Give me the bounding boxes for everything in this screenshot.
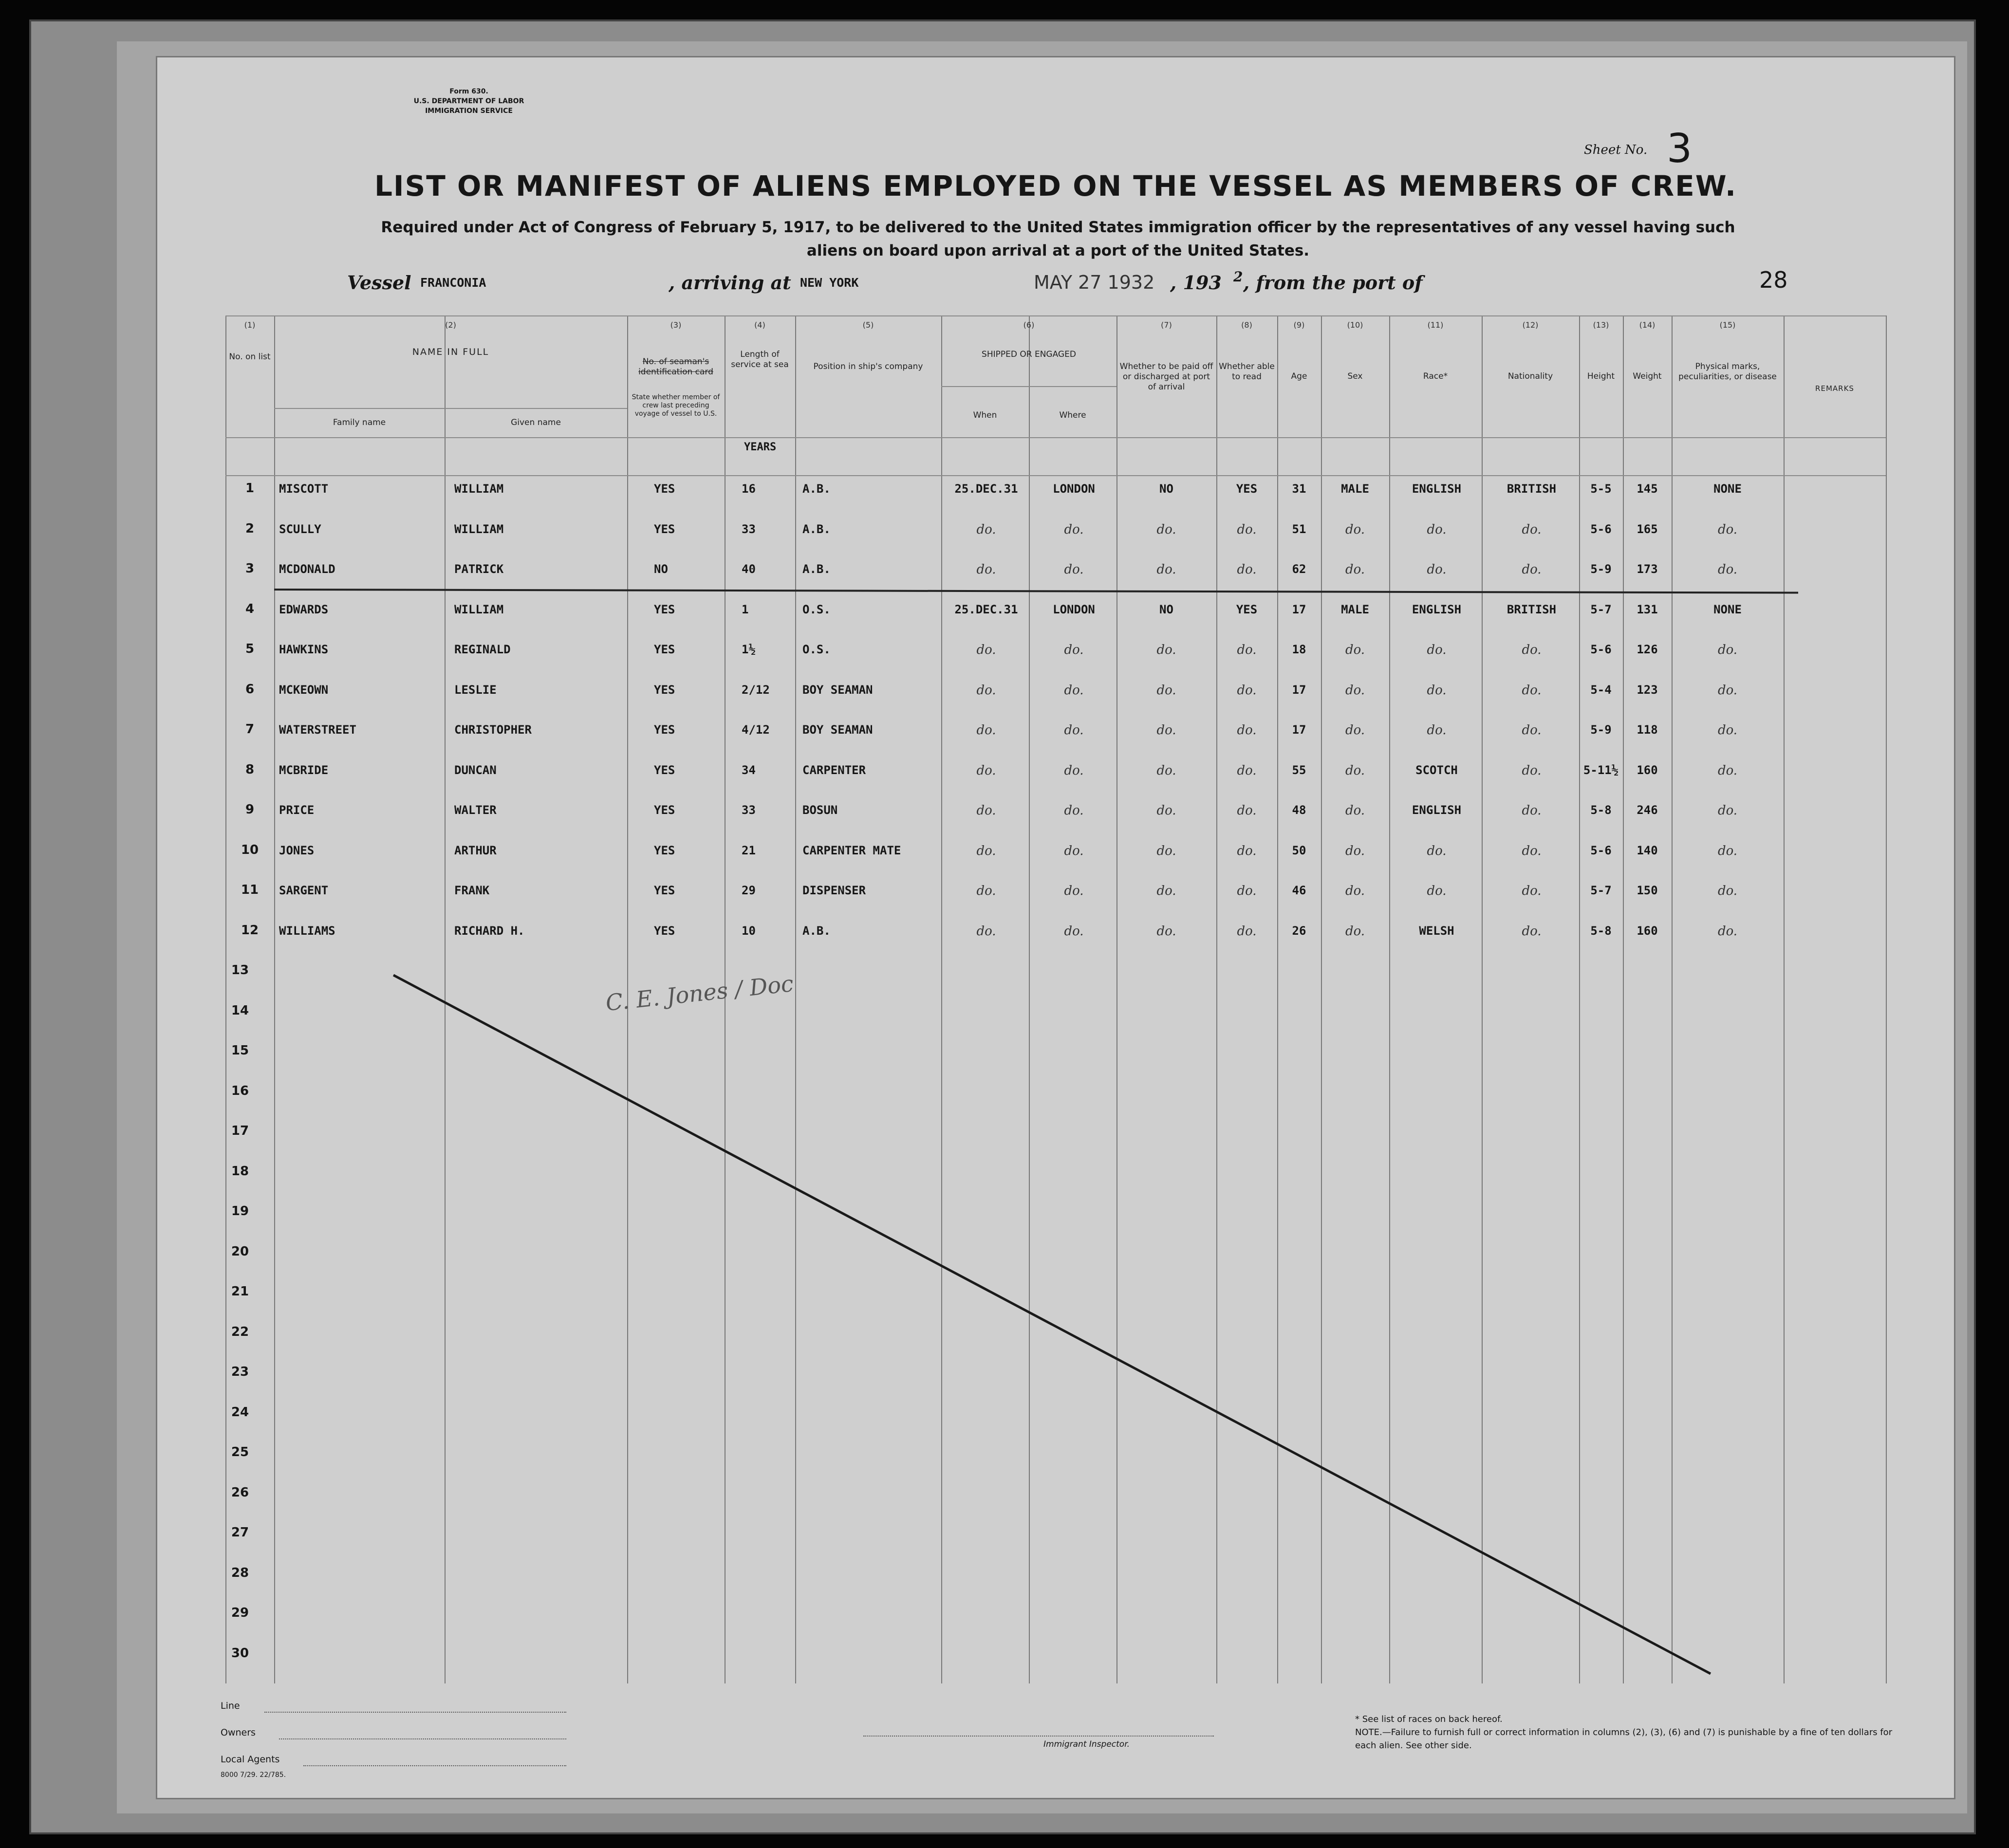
row-number: 1 <box>245 481 255 496</box>
footnote <box>1355 1713 1900 1752</box>
penalty-note: NOTE.—Failure to furnish full or correct information in columns (2), (3), (6) and (7) is punishable by a fine of ten dollars for each alien. See other side. <box>1355 1727 1893 1751</box>
vessel-name: FRANCONIA <box>420 276 486 290</box>
cell-race: ENGLISH <box>1412 602 1462 616</box>
header-where: Where <box>1059 410 1086 420</box>
cell-age: 17 <box>1292 602 1306 616</box>
cell-when: do. <box>976 843 996 858</box>
header-length-service: Length of service at sea <box>731 350 789 370</box>
cell-voyage: YES <box>654 884 675 897</box>
cell-position: BOSUN <box>802 803 838 817</box>
cell-family: WATERSTREET <box>279 723 356 737</box>
cell-height: 5-5 <box>1590 482 1612 496</box>
cell-read: do. <box>1237 843 1257 858</box>
cell-service: 40 <box>742 562 756 576</box>
subtitle-line-2: aliens on board upon arrival at a port of the United States. <box>806 242 1310 259</box>
cell-family: SARGENT <box>279 884 329 897</box>
sheet-number-label: Sheet No. <box>1584 143 1648 157</box>
header-weight: Weight <box>1633 371 1662 381</box>
row-number: 30 <box>231 1645 249 1661</box>
cell-age: 50 <box>1292 843 1306 857</box>
cell-nationality: BRITISH <box>1507 482 1557 496</box>
header-shipped: SHIPPED OR ENGAGED <box>982 350 1076 359</box>
cell-voyage: YES <box>654 924 675 938</box>
cell-nationality: do. <box>1522 643 1542 657</box>
cell-paid: do. <box>1156 763 1176 778</box>
cell-voyage: YES <box>654 763 675 777</box>
cell-nationality: do. <box>1522 562 1542 577</box>
footer-agents-field <box>303 1765 566 1766</box>
cell-position: O.S. <box>802 602 831 616</box>
cell-voyage: YES <box>654 522 675 536</box>
header-sex: Sex <box>1347 371 1363 381</box>
cell-where: do. <box>1064 723 1084 738</box>
cell-age: 55 <box>1292 763 1306 777</box>
cell-nationality: do. <box>1522 522 1542 537</box>
cell-marks: do. <box>1717 924 1738 939</box>
cell-weight: 123 <box>1637 683 1658 697</box>
cell-given: DUNCAN <box>454 763 497 777</box>
header-age: Age <box>1291 371 1307 381</box>
cell-marks: do. <box>1717 763 1738 778</box>
cell-where: do. <box>1064 683 1084 698</box>
cell-weight: 246 <box>1637 803 1658 817</box>
cell-when: 25.DEC.31 <box>954 602 1018 616</box>
cell-where: do. <box>1064 843 1084 858</box>
column-number: (14) <box>1639 320 1656 330</box>
races-note: * See list of races on back hereof. <box>1355 1714 1503 1724</box>
cell-given: REGINALD <box>454 643 511 656</box>
cell-race: do. <box>1427 723 1447 738</box>
cell-when: 25.DEC.31 <box>954 482 1018 496</box>
cell-read: do. <box>1237 562 1257 577</box>
cell-service: 4/12 <box>742 723 770 737</box>
cell-service: 29 <box>742 884 756 897</box>
cell-nationality: do. <box>1522 843 1542 858</box>
cell-age: 46 <box>1292 884 1306 897</box>
cell-position: O.S. <box>802 643 831 656</box>
row-number: 25 <box>231 1445 249 1460</box>
row-number: 19 <box>231 1204 249 1219</box>
cell-weight: 118 <box>1637 723 1658 737</box>
cell-sex: do. <box>1345 843 1365 858</box>
row-number: 3 <box>245 561 255 576</box>
row-number: 14 <box>231 1003 249 1018</box>
cell-read: do. <box>1237 723 1257 738</box>
column-number: (6) <box>1023 320 1035 330</box>
cell-given: WILLIAM <box>454 522 504 536</box>
cell-position: CARPENTER MATE <box>802 843 901 857</box>
print-code: 8000 7/29. 22/785. <box>221 1771 286 1779</box>
cell-when: do. <box>976 562 996 577</box>
header-nationality: Nationality <box>1507 371 1553 381</box>
cell-family: PRICE <box>279 803 315 817</box>
cell-read: do. <box>1237 803 1257 818</box>
inspector-signature-field <box>863 1736 1214 1737</box>
cell-family: MCDONALD <box>279 562 335 576</box>
signature: C. E. Jones / Doc <box>604 970 795 1016</box>
cell-read: do. <box>1237 763 1257 778</box>
page-subtitle <box>303 216 1813 262</box>
cell-age: 48 <box>1292 803 1306 817</box>
cell-read: YES <box>1236 482 1258 496</box>
column-number: (12) <box>1522 320 1539 330</box>
cell-where: LONDON <box>1053 482 1095 496</box>
cell-when: do. <box>976 763 996 778</box>
cell-voyage: YES <box>654 643 675 656</box>
cell-sex: do. <box>1345 723 1365 738</box>
cell-marks: do. <box>1717 522 1738 537</box>
cell-height: 5-7 <box>1590 884 1612 897</box>
cell-family: EDWARDS <box>279 602 329 616</box>
row-number: 21 <box>231 1284 249 1299</box>
date-stamp: MAY 27 1932 <box>1034 272 1155 293</box>
cell-weight: 140 <box>1637 843 1658 857</box>
cell-height: 5-11½ <box>1583 763 1619 777</box>
cell-family: MCBRIDE <box>279 763 329 777</box>
cell-read: do. <box>1237 683 1257 698</box>
cell-weight: 131 <box>1637 602 1658 616</box>
cell-where: do. <box>1064 803 1084 818</box>
cell-when: do. <box>976 723 996 738</box>
column-number: (13) <box>1593 320 1609 330</box>
cell-position: A.B. <box>802 522 831 536</box>
cell-weight: 145 <box>1637 482 1658 496</box>
cell-family: SCULLY <box>279 522 321 536</box>
arriving-label: , arriving at <box>669 272 791 294</box>
header-able-read: Whether able to read <box>1219 362 1275 382</box>
cell-race: do. <box>1427 522 1447 537</box>
row-number: 20 <box>231 1244 249 1259</box>
corner-number: 28 <box>1759 267 1788 293</box>
header-no-on-list: No. on list <box>229 352 271 362</box>
cancellation-line <box>225 315 1886 1683</box>
row-number: 24 <box>231 1404 249 1420</box>
cell-height: 5-9 <box>1590 723 1612 737</box>
years-label: YEARS <box>744 441 777 453</box>
cell-weight: 160 <box>1637 924 1658 938</box>
cell-given: WILLIAM <box>454 482 504 496</box>
cell-service: 16 <box>742 482 756 496</box>
cell-marks: do. <box>1717 643 1738 657</box>
cell-paid: NO <box>1159 482 1173 496</box>
cell-given: LESLIE <box>454 683 497 697</box>
header-seaman-card: No. of seaman's identification card <box>638 357 713 377</box>
cell-race: do. <box>1427 884 1447 898</box>
cell-age: 17 <box>1292 683 1306 697</box>
cell-sex: MALE <box>1341 482 1369 496</box>
vessel-line <box>157 267 1954 306</box>
cell-service: 10 <box>742 924 756 938</box>
cell-sex: do. <box>1345 884 1365 898</box>
header-remarks: REMARKS <box>1815 384 1854 393</box>
cell-age: 17 <box>1292 723 1306 737</box>
cell-family: MCKEOWN <box>279 683 329 697</box>
cell-when: do. <box>976 924 996 939</box>
cell-where: do. <box>1064 884 1084 898</box>
row-number: 26 <box>231 1485 249 1500</box>
inspector-label: Immigrant Inspector. <box>1043 1739 1130 1749</box>
cell-race: do. <box>1427 683 1447 698</box>
cell-nationality: do. <box>1522 803 1542 818</box>
cell-position: A.B. <box>802 482 831 496</box>
column-number: (15) <box>1719 320 1736 330</box>
cell-read: do. <box>1237 643 1257 657</box>
cell-paid: do. <box>1156 522 1176 537</box>
cell-service: 33 <box>742 522 756 536</box>
cell-family: WILLIAMS <box>279 924 335 938</box>
row-number: 16 <box>231 1083 249 1098</box>
header-race: Race* <box>1423 371 1448 381</box>
cell-marks: NONE <box>1713 482 1742 496</box>
cell-age: 31 <box>1292 482 1306 496</box>
header-position: Position in ship's company <box>813 362 923 371</box>
from-port-label: , from the port of <box>1243 272 1423 294</box>
cell-nationality: do. <box>1522 924 1542 939</box>
cell-race: do. <box>1427 562 1447 577</box>
column-number: (9) <box>1293 320 1305 330</box>
cell-paid: do. <box>1156 924 1176 939</box>
cell-family: MISCOTT <box>279 482 329 496</box>
cell-weight: 126 <box>1637 643 1658 656</box>
cell-position: BOY SEAMAN <box>802 723 873 737</box>
row-number: 27 <box>231 1525 249 1540</box>
cell-when: do. <box>976 643 996 657</box>
service: IMMIGRATION SERVICE <box>425 107 513 115</box>
cell-service: 2/12 <box>742 683 770 697</box>
subtitle-line-1: Required under Act of Congress of February 5, 1917, to be delivered to the United States immigration officer by the representatives of any vessel having such <box>381 219 1735 236</box>
cell-marks: NONE <box>1713 602 1742 616</box>
row-number: 4 <box>245 601 255 616</box>
cell-height: 5-6 <box>1590 843 1612 857</box>
row-number: 7 <box>245 722 255 737</box>
footer-line-label: Line <box>221 1700 240 1711</box>
cell-read: do. <box>1237 522 1257 537</box>
cell-position: BOY SEAMAN <box>802 683 873 697</box>
sheet-number: 3 <box>1667 126 1693 172</box>
column-number: (10) <box>1347 320 1363 330</box>
cell-voyage: YES <box>654 843 675 857</box>
cell-age: 18 <box>1292 643 1306 656</box>
cell-paid: do. <box>1156 683 1176 698</box>
row-number: 22 <box>231 1324 249 1339</box>
cell-where: do. <box>1064 924 1084 939</box>
column-number: (4) <box>754 320 765 330</box>
cell-height: 5-9 <box>1590 562 1612 576</box>
header-family-name: Family name <box>333 418 386 427</box>
cell-height: 5-8 <box>1590 924 1612 938</box>
cell-given: WALTER <box>454 803 497 817</box>
cell-read: do. <box>1237 924 1257 939</box>
cell-when: do. <box>976 522 996 537</box>
cell-service: 1 <box>742 602 749 616</box>
cell-age: 62 <box>1292 562 1306 576</box>
cell-voyage: NO <box>654 562 668 576</box>
row-number: 29 <box>231 1606 249 1620</box>
cell-service: 34 <box>742 763 756 777</box>
footer-owners-field <box>279 1738 566 1739</box>
cell-voyage: YES <box>654 723 675 737</box>
cell-height: 5-4 <box>1590 683 1612 697</box>
row-number: 10 <box>241 842 259 857</box>
footer-line-field <box>264 1712 566 1713</box>
row-number: 13 <box>231 963 249 978</box>
year-digit: 2 <box>1233 269 1243 285</box>
department: U.S. DEPARTMENT OF LABOR <box>413 97 524 105</box>
header-height: Height <box>1587 371 1615 381</box>
column-number: (1) <box>244 320 256 330</box>
cell-service: 33 <box>742 803 756 817</box>
cell-sex: do. <box>1345 683 1365 698</box>
cell-when: do. <box>976 884 996 898</box>
column-number: (5) <box>862 320 874 330</box>
crew-table <box>225 315 1886 1683</box>
cell-where: do. <box>1064 562 1084 577</box>
cell-given: FRANK <box>454 884 490 897</box>
header-paid-off: Whether to be paid off or discharged at port of arrival <box>1119 362 1213 392</box>
vessel-label: Vessel <box>347 272 411 294</box>
row-number: 5 <box>245 642 255 656</box>
cell-paid: NO <box>1159 602 1173 616</box>
cell-nationality: do. <box>1522 683 1542 698</box>
form-info <box>352 87 586 116</box>
row-number: 12 <box>241 923 259 938</box>
cell-paid: do. <box>1156 803 1176 818</box>
cell-paid: do. <box>1156 884 1176 898</box>
cell-position: A.B. <box>802 924 831 938</box>
cell-race: SCOTCH <box>1415 763 1458 777</box>
cell-age: 26 <box>1292 924 1306 938</box>
cell-given: CHRISTOPHER <box>454 723 532 737</box>
column-number: (8) <box>1241 320 1252 330</box>
cell-family: JONES <box>279 843 315 857</box>
cell-position: DISPENSER <box>802 884 866 897</box>
row-number: 11 <box>241 883 259 897</box>
header-name-in-full: NAME IN FULL <box>412 347 489 357</box>
cell-race: do. <box>1427 843 1447 858</box>
cell-marks: do. <box>1717 884 1738 898</box>
cell-when: do. <box>976 803 996 818</box>
cell-race: ENGLISH <box>1412 482 1462 496</box>
row-number: 17 <box>231 1124 249 1138</box>
cell-race: WELSH <box>1419 924 1454 938</box>
row-number: 9 <box>245 802 255 817</box>
form-number: Form 630. <box>449 88 488 95</box>
row-number: 2 <box>245 521 255 536</box>
manifest-sheet <box>156 56 1955 1799</box>
cell-family: HAWKINS <box>279 643 329 656</box>
cell-paid: do. <box>1156 643 1176 657</box>
cell-height: 5-6 <box>1590 643 1612 656</box>
row-number: 23 <box>231 1365 249 1379</box>
row-number: 18 <box>231 1164 249 1179</box>
row-number: 28 <box>231 1565 249 1580</box>
header-marks: Physical marks, peculiarities, or disease <box>1678 362 1777 382</box>
cell-service: 21 <box>742 843 756 857</box>
cell-race: ENGLISH <box>1412 803 1462 817</box>
cell-sex: MALE <box>1341 602 1369 616</box>
cell-race: do. <box>1427 643 1447 657</box>
cell-voyage: YES <box>654 482 675 496</box>
cell-given: ARTHUR <box>454 843 497 857</box>
cell-sex: do. <box>1345 924 1365 939</box>
cell-marks: do. <box>1717 562 1738 577</box>
cell-where: do. <box>1064 522 1084 537</box>
cell-age: 51 <box>1292 522 1306 536</box>
cell-voyage: YES <box>654 803 675 817</box>
cell-sex: do. <box>1345 643 1365 657</box>
cell-where: LONDON <box>1053 602 1095 616</box>
cell-sex: do. <box>1345 562 1365 577</box>
cell-nationality: do. <box>1522 763 1542 778</box>
cell-weight: 173 <box>1637 562 1658 576</box>
column-number: (7) <box>1161 320 1172 330</box>
row-number: 15 <box>231 1043 249 1058</box>
cell-when: do. <box>976 683 996 698</box>
cell-given: PATRICK <box>454 562 504 576</box>
header-given-name: Given name <box>511 418 561 427</box>
cell-marks: do. <box>1717 683 1738 698</box>
cell-height: 5-7 <box>1590 602 1612 616</box>
cell-height: 5-8 <box>1590 803 1612 817</box>
cell-voyage: YES <box>654 602 675 616</box>
year-label: , 193 <box>1170 272 1222 294</box>
cell-paid: do. <box>1156 843 1176 858</box>
cell-read: YES <box>1236 602 1258 616</box>
arriving-port: NEW YORK <box>800 276 859 290</box>
page-title: LIST OR MANIFEST OF ALIENS EMPLOYED ON THE VESSEL AS MEMBERS OF CREW. <box>374 169 1737 203</box>
cell-nationality: BRITISH <box>1507 602 1557 616</box>
cell-paid: do. <box>1156 723 1176 738</box>
column-number: (11) <box>1427 320 1444 330</box>
cell-given: RICHARD H. <box>454 924 525 938</box>
footer-agents-label: Local Agents <box>221 1754 280 1765</box>
cell-given: WILLIAM <box>454 602 504 616</box>
cell-marks: do. <box>1717 803 1738 818</box>
cell-marks: do. <box>1717 843 1738 858</box>
cell-where: do. <box>1064 763 1084 778</box>
cell-sex: do. <box>1345 522 1365 537</box>
cell-marks: do. <box>1717 723 1738 738</box>
cell-read: do. <box>1237 884 1257 898</box>
row-number: 8 <box>245 762 255 777</box>
cell-weight: 160 <box>1637 763 1658 777</box>
cell-service: 1½ <box>742 643 756 656</box>
header-seaman-card-note: State whether member of crew last preceding voyage of vessel to U.S. <box>632 393 720 418</box>
cell-height: 5-6 <box>1590 522 1612 536</box>
cell-sex: do. <box>1345 803 1365 818</box>
cell-where: do. <box>1064 643 1084 657</box>
footer-owners-label: Owners <box>221 1727 256 1738</box>
cell-position: CARPENTER <box>802 763 866 777</box>
cell-paid: do. <box>1156 562 1176 577</box>
column-number: (3) <box>670 320 682 330</box>
column-number: (2) <box>445 320 456 330</box>
cell-sex: do. <box>1345 763 1365 778</box>
cell-nationality: do. <box>1522 723 1542 738</box>
header-when: When <box>973 410 997 420</box>
row-number: 6 <box>245 682 255 697</box>
cell-weight: 165 <box>1637 522 1658 536</box>
cell-position: A.B. <box>802 562 831 576</box>
cell-voyage: YES <box>654 683 675 697</box>
cell-nationality: do. <box>1522 884 1542 898</box>
cell-weight: 150 <box>1637 884 1658 897</box>
